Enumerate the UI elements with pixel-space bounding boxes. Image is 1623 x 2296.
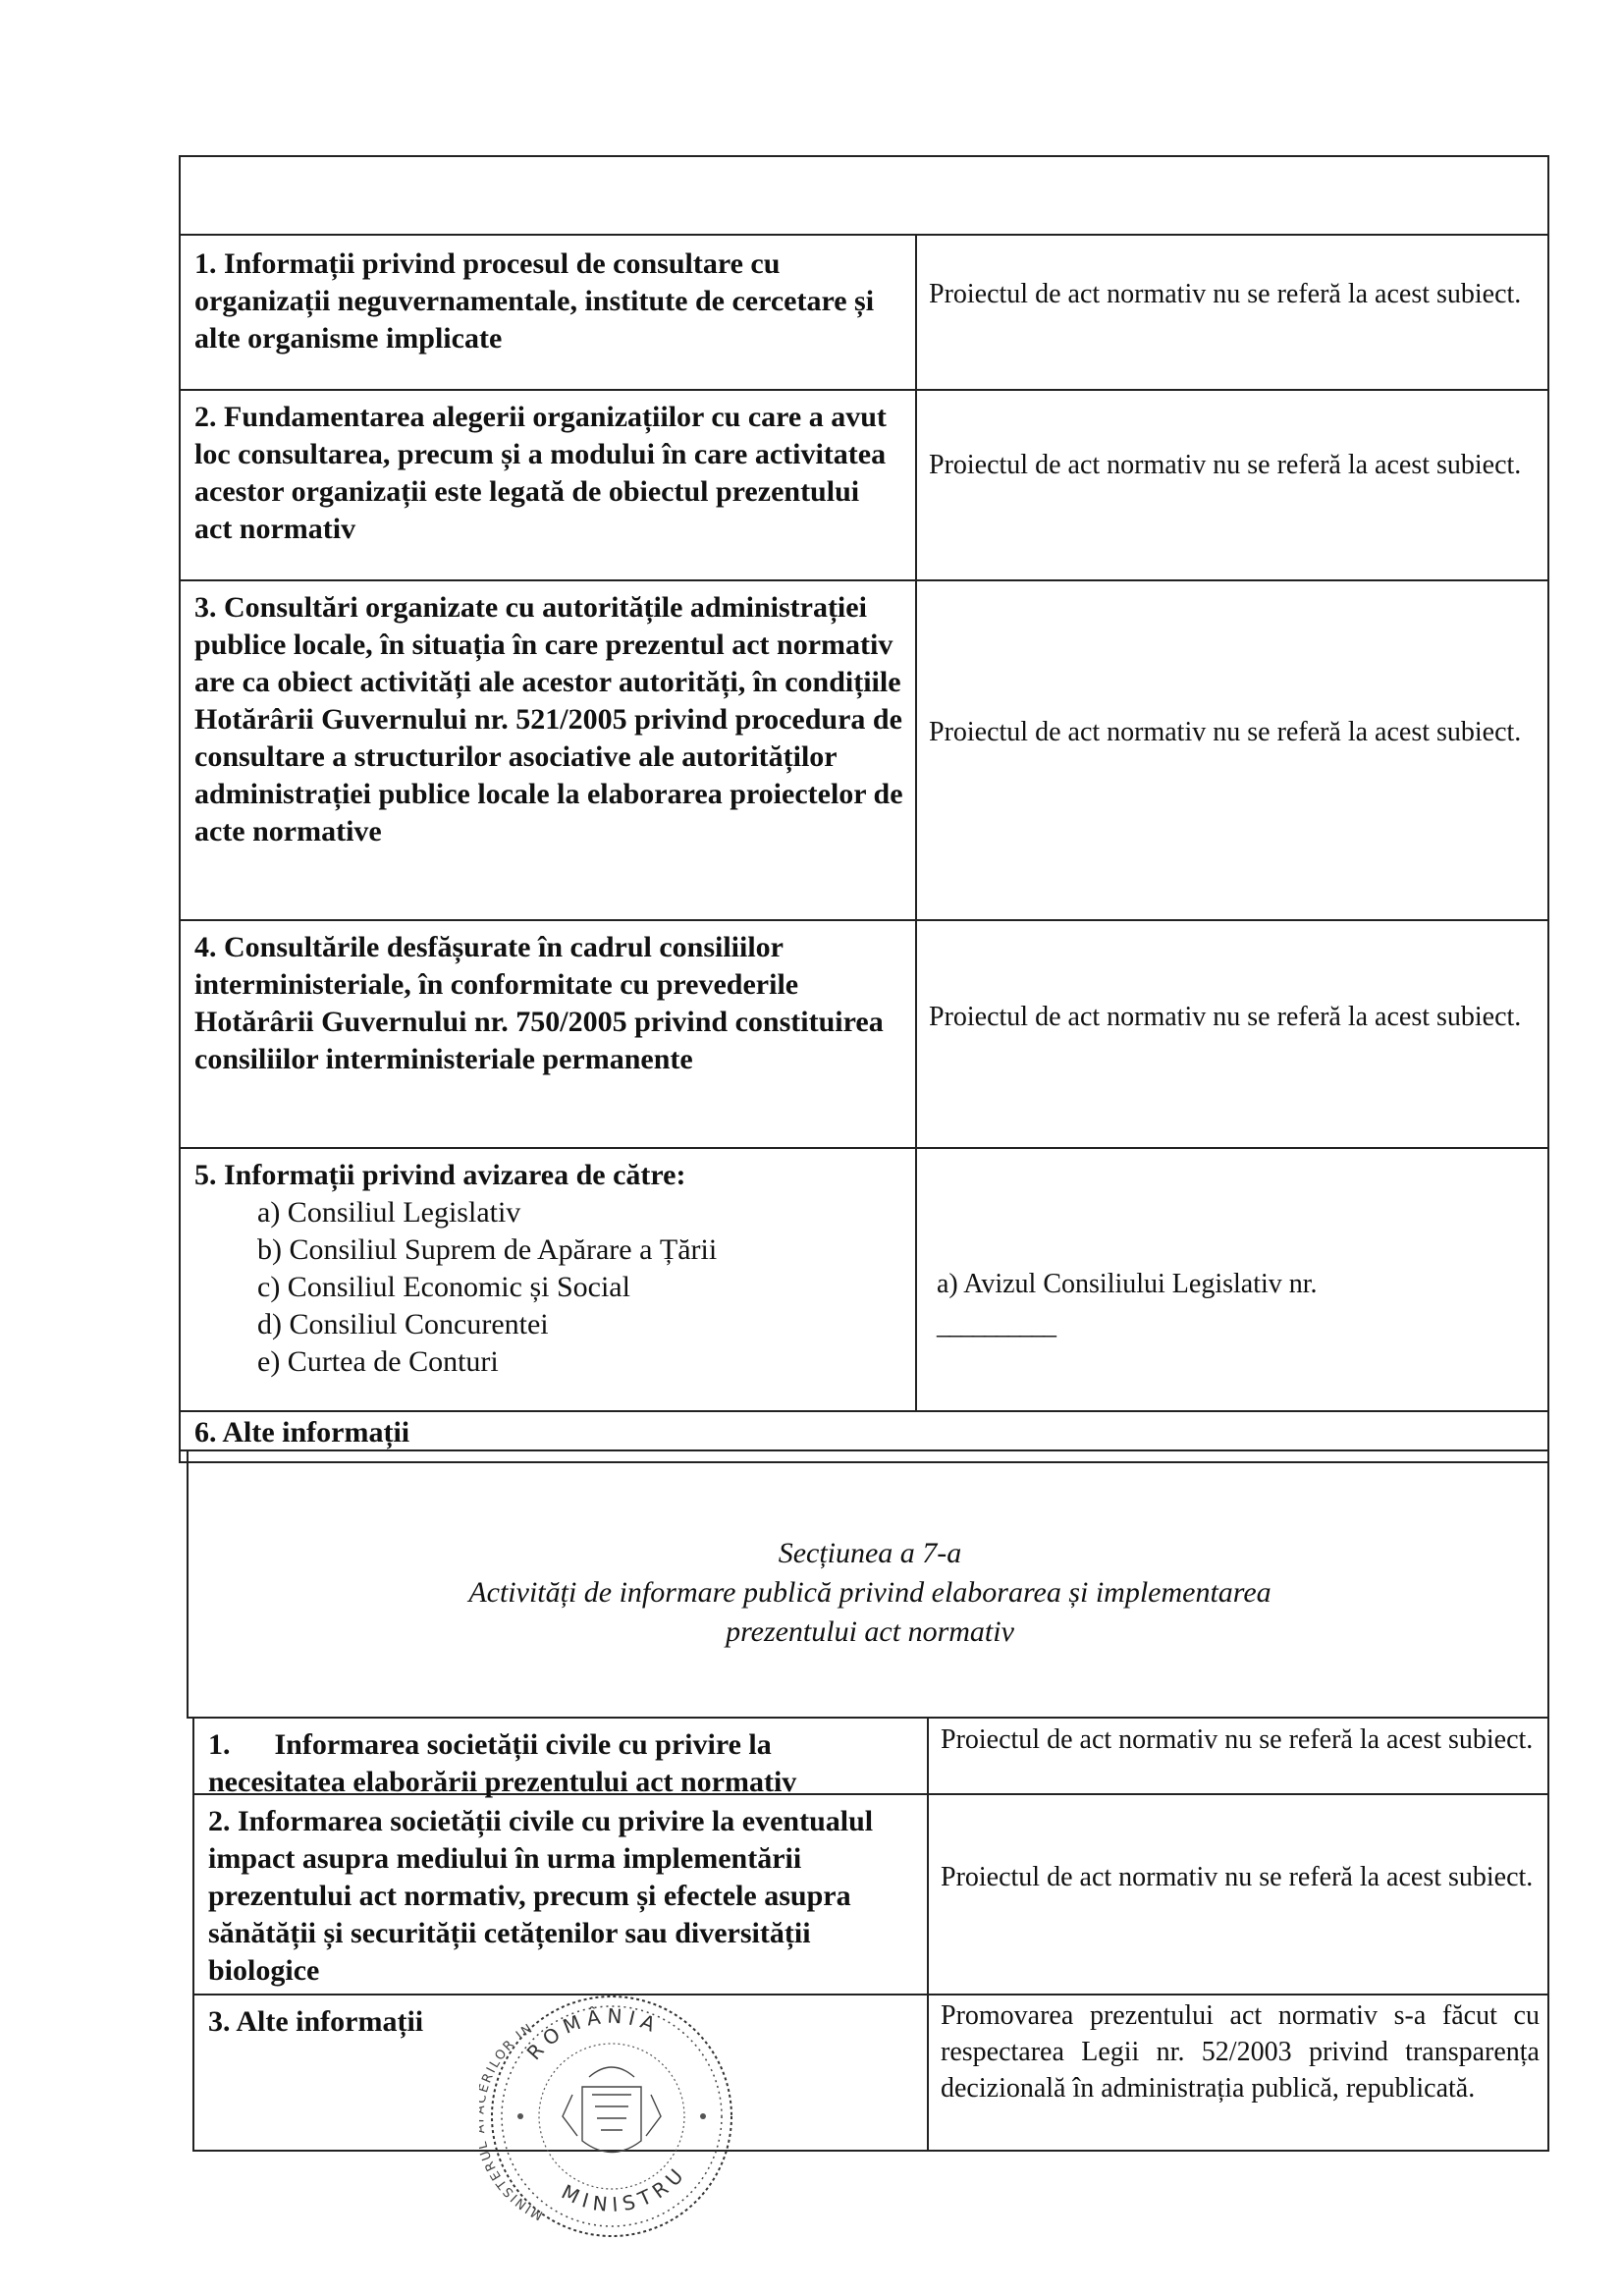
avizare-cell <box>194 1157 903 1381</box>
list-item: b) Consiliul Suprem de Apărare a Țării <box>257 1233 718 1266</box>
avizare-value <box>937 1265 1534 1345</box>
avizare-text: a) Avizul Consiliului Legislativ nr. <box>937 1269 1318 1299</box>
stamp-bottom-text: MINISTRU <box>558 2159 692 2217</box>
row-label: 4. Consultările desfășurate în cadrul consiliilor interministeriale, în conformitate cu prevederile Hotărârii Guvernului nr. 750/2005 privind constituirea consiliilor interministeriale permanente <box>194 931 884 1075</box>
section7-subtitle: Activități de informare publică privind elaborarea și implementarea <box>468 1576 1271 1609</box>
svg-text:MINISTRU <box>558 2160 691 2217</box>
row-label: 2. Informarea societății civile cu privire la eventualul impact asupra mediului în urma implementării prezentului act normativ, precum și efectele asupra sănătății și securității cetățenilor sau diversității biologice <box>208 1805 874 1987</box>
section7-title: Secțiunea a 7-a <box>778 1537 962 1569</box>
divider <box>192 1994 1549 1995</box>
row-label: 3. Consultări organizate cu autoritățile administrației publice locale, în situația în care prezentul act normativ are ca obiect activități ale acestor autorități, în condițiile Hotărârii Guvernului nr. 521/2005 privind procedura de consultare a structurilor asociative ale autorităților administrației publice locale la elaborarea proiectelor de acte normative <box>194 591 903 847</box>
avizare-label: 5. Informații privind avizarea de către: <box>194 1159 686 1191</box>
avizare-list <box>194 1194 903 1381</box>
row-value: Proiectul de act normativ nu se referă la acest subiect. <box>929 1002 1522 1032</box>
divider <box>179 919 1549 921</box>
row-value: Promovarea prezentului act normativ s-a făcut cu respectarea Legii nr. 52/2003 privind transparența decizională în administrația publică, republicată. <box>941 2000 1540 2104</box>
other-info-label: 6. Alte informații <box>194 1416 410 1449</box>
row-value: Proiectul de act normativ nu se referă la acest subiect. <box>929 279 1522 309</box>
row-label: 2. Fundamentarea alegerii organizațiilor cu care a avut loc consultarea, precum și a modului în care activitatea acestor organizații este legată de obiectul prezentului act normativ <box>194 401 887 545</box>
row-value: Proiectul de act normativ nu se referă la acest subiect. <box>941 1724 1534 1755</box>
divider <box>179 234 1549 236</box>
row-label: 1. Informarea societății civile cu privire la necesitatea elaborării prezentului act normativ <box>208 1728 797 1798</box>
list-item: e) Curtea de Conturi <box>257 1345 499 1378</box>
divider <box>179 1410 1549 1412</box>
row-value: Proiectul de act normativ nu se referă la acest subiect. <box>941 1862 1534 1892</box>
stamp-top-text: ROMÂNIA <box>521 2003 665 2065</box>
official-stamp <box>479 1969 744 2264</box>
coat-of-arms-icon <box>563 2067 661 2153</box>
row-label: 1. Informații privind procesul de consultare cu organizații neguvernamentale, institute de cercetare și alte organisme implicate <box>194 247 875 355</box>
list-item: a) Consiliul Legislativ <box>257 1196 521 1229</box>
divider <box>179 579 1549 581</box>
row-label: 3. Alte informații <box>208 2005 424 2038</box>
section7-subtitle: prezentului act normativ <box>726 1615 1014 1648</box>
divider <box>179 389 1549 391</box>
svg-text:ROMÂNIA <box>522 2004 665 2065</box>
svg-text:MINISTERUL AFACERILOR INTERNE <box>479 1969 545 2222</box>
list-item: d) Consiliul Concurentei <box>257 1308 549 1340</box>
row-value: Proiectul de act normativ nu se referă la acest subiect. <box>929 450 1522 480</box>
stamp-side-text: MINISTER RILOR IN <box>479 2020 546 2223</box>
list-item: c) Consiliul Economic și Social <box>257 1271 630 1303</box>
avizare-blank: __________ <box>937 1310 1055 1340</box>
column-divider <box>915 234 917 1410</box>
row-value: Proiectul de act normativ nu se referă la acest subiect. <box>929 717 1522 747</box>
column-divider <box>927 1717 929 2152</box>
divider <box>179 1147 1549 1149</box>
